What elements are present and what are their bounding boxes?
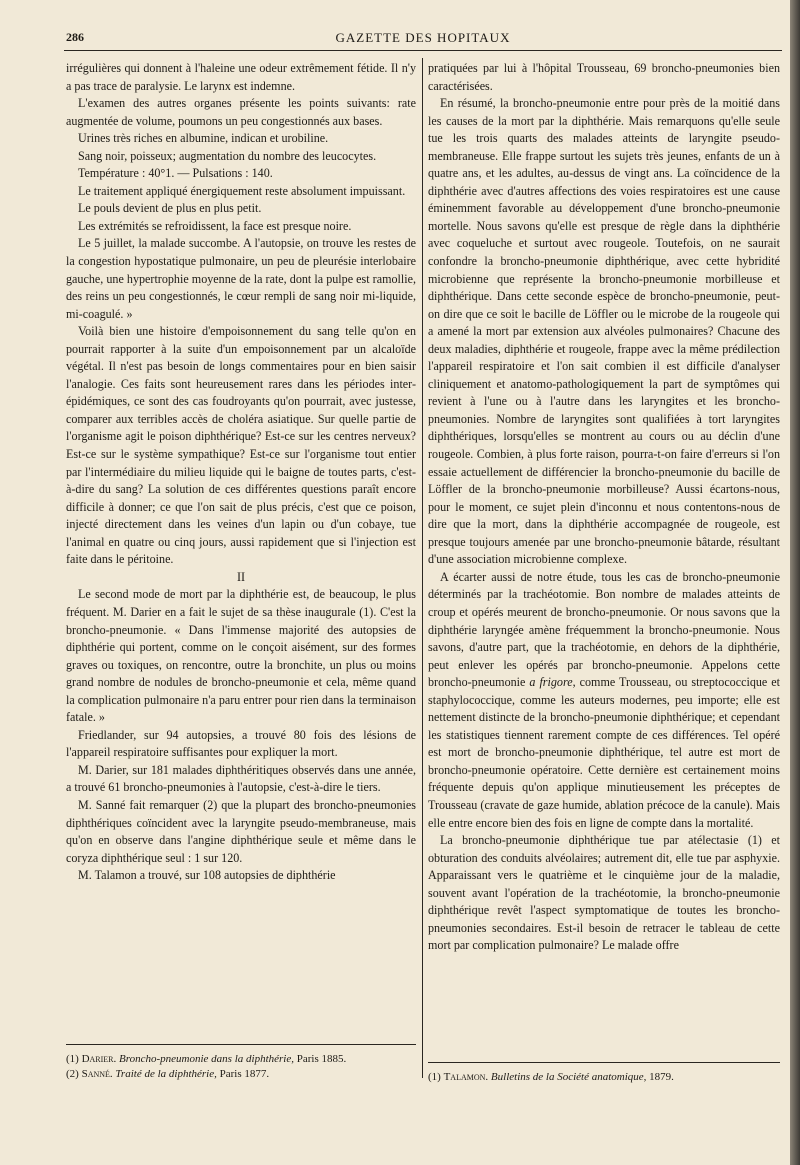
footnote-title: Bulletins de la Société anatomique,: [490, 1071, 647, 1083]
footnote-author: Sanné.: [81, 1068, 113, 1080]
paragraph: L'examen des autres organes présente les points suivants: rate augmentée de volume, poumons un peu congestionnés aux bases.: [66, 96, 416, 128]
page-edge: [790, 0, 800, 1165]
section-heading: II: [236, 569, 246, 584]
footnote-details: Paris 1885.: [296, 1053, 347, 1065]
italic-term: a frigore: [529, 675, 573, 690]
footnote-author: Darier.: [81, 1053, 117, 1065]
header-rule: [64, 50, 782, 51]
paragraph: Friedlander, sur 94 autopsies, a trouvé 80 fois des lésions de l'appareil respiratoire suffisantes pour expliquer la mort.: [66, 727, 416, 760]
paragraph: Voilà bien une histoire d'empoisonnement du sang telle qu'on en pourrait rapporter à la suite d'un empoisonnement par un alcaloïde végétal. Il n'est pas besoin de longs commentaires pour en bien saisir l'analogie. Ces faits sont heureusement rares dans les périodes inter-épidémiques, ce sont des cas foudroyants qu'on pourrait, avec justesse, comparer aux terribles accès de choléra asiatique. Sur quelle partie de l'organisme agit le poison diphthérique? Est-ce sur les centres nerveux? Est-ce sur le système sympathique? Est-ce sur l'organisme tout entier par l'intermédiaire du milieu liquide qui le baigne de toutes parts, c'est-à-dire du sang? La solution de ces différentes questions paraît encore difficile à donner; ce que l'on sait de plus précis, c'est que ce poison, injecté directement dans les veines d'un lapin ou d'un cobaye, tue l'animal en quatre ou cinq jours, aussi rapidement que si l'injection est faite dans le péritoine.: [66, 324, 416, 567]
paragraph: Le traitement appliqué énergiquement reste absolument impuissant.: [78, 183, 406, 198]
footnote-number: (1): [66, 1053, 79, 1065]
paragraph: Le second mode de mort par la diphthérie est, de beaucoup, le plus fréquent. M. Darier en a fait le sujet de sa thèse inaugurale (1). C'est la broncho-pneumonie. « Dans l'immense majorité des autopsies de diphthérie qui portent, comme on le conçoit aisément, sur des formes graves ou toxiques, on rencontre, outre la bronchite, un plus ou moins grand nombre de nodules de broncho-pneumonie et cela, même quand la complication pulmonaire n'a paru entrer pour rien dans la terminaison fatale. »: [66, 587, 416, 725]
column-divider: [422, 58, 423, 1078]
paragraph: pratiquées par lui à l'hôpital Trousseau, 69 broncho-pneumonies bien caractérisées.: [428, 61, 780, 93]
footnote-number: (1): [428, 1071, 441, 1083]
paragraph: M. Darier, sur 181 malades diphthéritiques observés dans une année, a trouvé 61 broncho-pneumonies à l'autopsie, c'est-à-dire le tiers.: [66, 762, 416, 795]
footnote-details: Paris 1877.: [219, 1068, 270, 1080]
page-header: [66, 28, 780, 50]
paragraph: Le 5 juillet, la malade succombe. A l'autopsie, on trouve les restes de la congestion hypostatique pulmonaire, un peu de pleurésie interlobaire gauche, une hypertrophie moyenne de la rate, dont la pulpe est ramollie, des reins un peu congestionnés, le cœur rempli de sang noir mi-liquide, mi-coagulé. »: [66, 236, 416, 321]
text-run: , comme Trousseau, ou streptococcique et staphylococcique, comme les auteurs modernes, peu importe; elle est nettement distincte de la broncho-pneumonie diphthérique; et cependant les statistiques tiennent rarement compte de ces différences. Tel opéré est mort de broncho-pneumonie diphthérique, tel autre est mort de broncho-pneumonie opératoire. Cette dernière est certainement moins fréquente depuis qu'on applique minutieusement les préceptes de Trousseau (cravate de gaze humide, ablation précoce de la canule). Mais elle entre encore bien des fois en ligne de compte dans la mortalité.: [428, 675, 781, 830]
footnote-number: (2): [66, 1068, 79, 1080]
paragraph: La broncho-pneumonie diphthérique tue par atélectasie (1) et obturation des conduits alvéolaires; autrement dit, elle tue par asphyxie. Apparaissant vers le quatrième et le cinquième jour de la maladie, souvent avant l'opération de la trachéotomie, la broncho-pneumonie diphthérique revêt l'aspect symptomatique de toutes les broncho-pneumonies secondaires. Est-il besoin de retracer le tableau de cette mort par complication pulmonaire? Le malade offre: [428, 833, 780, 953]
footnote: [66, 1052, 416, 1067]
paragraph: Sang noir, poisseux; augmentation du nombre des leucocytes.: [78, 148, 377, 163]
paragraph: En résumé, la broncho-pneumonie entre pour près de la moitié dans les causes de la mort par la diphthérie. Mais remarquons qu'elle seule tue les trois quarts des malades atteints de laryngite pseudo-membraneuse. Elle frappe surtout les sujets très jeunes, enfants de un à quatre ans, et les adultes, au-dessus de vingt ans. La coïncidence de la diphthérie avec d'autres affections des voies respiratoires est une cause éminemment favorable au développement d'une broncho-pneumonie mortelle. Nous savons qu'elle est presque de règle dans la diphthérie avec coqueluche et surtout avec rougeole. Toutefois, on ne saurait confondre la broncho-pneumonie diphthérique, avec cette hybridité microbienne que représente la broncho-pneumonie morbilleuse et diphthérique. Dans cette seconde espèce de broncho-pneumonie, peut-on dire que ce soit le bacille de Löffler ou le microbe de la rougeole qui a amené la mort par extension aux alvéoles pulmonaires? Chacune des deux maladies, diphthérie et rougeole, frappe avec la même prédilection l'appareil respiratoire et l'on sait combien il est difficile d'analyser cliniquement et anatomo-pathologiquement la part de symptômes qui revient à l'une ou à l'autre dans les laryngites et les broncho-pneumonies. Nombre de laryngites sont qualifiées à tort laryngites diphthériques, lorsqu'elles se montrent au cours ou au déclin d'une rougeole. Combien, à plus forte raison, pourra-t-on faire d'erreurs si l'on essaie actuellement de différencier la broncho-pneumonie du bacille de Löffler de la broncho-pneumonie morbilleuse? Aussi écartons-nous, pour le moment, ce sujet plein d'inconnu et nous contentons-nous de dire que la mort, dans la diphthérie accompagnée de rougeole, est presque toujours amenée par une broncho-pneumonie bâtarde, résultant d'une association microbienne complexe.: [428, 96, 780, 567]
paragraph: Urines très riches en albumine, indican et urobiline.: [78, 131, 329, 146]
right-column: [428, 60, 780, 1060]
paragraph: M. Talamon a trouvé, sur 108 autopsies de diphthérie: [78, 868, 336, 883]
paragraph: irrégulières qui donnent à l'haleine une odeur extrêmement fétide. Il n'y a pas trace de paralysie. Le larynx est indemne.: [66, 61, 416, 93]
footnote: [66, 1067, 416, 1082]
footnote-title: Broncho-pneumonie dans la diphthérie,: [119, 1053, 294, 1065]
paragraph: M. Sanné fait remarquer (2) que la plupart des broncho-pneumonies diphthériques coïncident avec la laryngite pseudo-membraneuse, mais qu'on en observe dans l'angine diphthérique seule et même dans le coryza diphthérique seul : 1 sur 120.: [66, 797, 416, 865]
footnote: [428, 1070, 780, 1085]
left-column: [66, 60, 416, 1060]
paragraph: Les extrémités se refroidissent, la face est presque noire.: [78, 218, 352, 233]
paragraph: [428, 569, 780, 832]
footnote-rule: [428, 1062, 780, 1063]
page-number: 286: [66, 30, 84, 44]
footnote-details: 1879.: [649, 1071, 674, 1083]
footnote-rule: [66, 1044, 416, 1045]
paragraph: Température : 40°1. — Pulsations : 140.: [78, 166, 273, 181]
footnotes-right: [428, 1070, 780, 1085]
footnote-author: Talamon.: [443, 1071, 489, 1083]
running-title: GAZETTE DES HOPITAUX: [335, 30, 511, 45]
paragraph: Le pouls devient de plus en plus petit.: [78, 201, 262, 216]
footnotes-left: [66, 1052, 416, 1082]
footnote-title: Traité de la diphthérie,: [115, 1068, 217, 1080]
text-run: A écarter aussi de notre étude, tous les cas de broncho-pneumonie déterminés par la trachéotomie. Bon nombre de malades atteints de croup et opérés meurent de broncho-pneumonie. Or nous savons que la diphthérie laryngée amène fréquemment la broncho-pneumonie. Nous savons, d'autre part, que la trachéotomie, en dehors de la diphthérie, peut enlever les opérés par broncho-pneumonie. Appelons cette broncho-pneumonie: [428, 569, 780, 690]
